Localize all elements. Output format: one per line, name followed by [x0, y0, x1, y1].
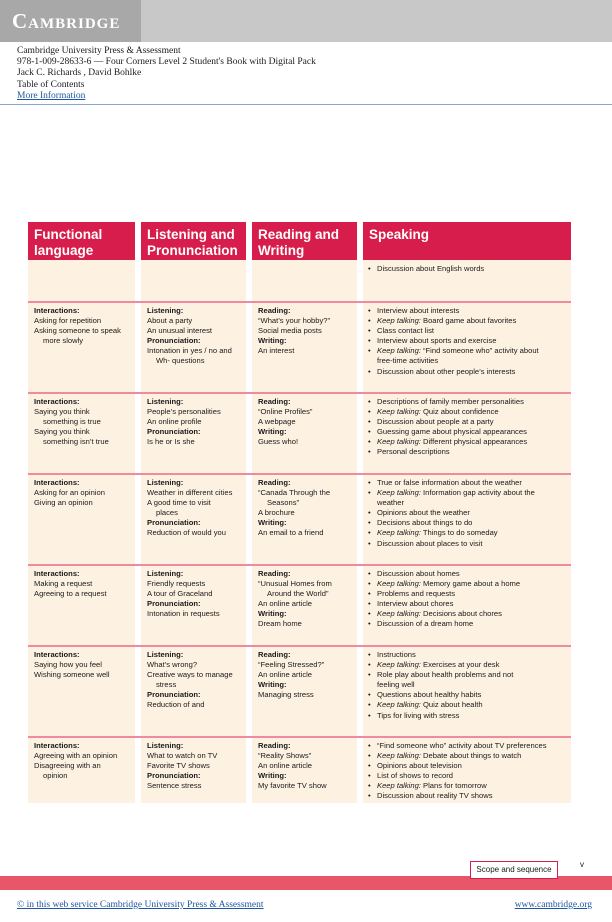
cell-line: Asking for repetition	[34, 316, 102, 326]
cell-line: An email to a friend	[258, 528, 324, 538]
cell-heading: Reading:	[258, 569, 291, 578]
row-divider	[28, 301, 571, 303]
functional-cell	[34, 650, 110, 680]
cell-line: “Feeling Stressed?”	[258, 660, 325, 670]
speaking-bullet-item: • Opinions about television	[368, 761, 547, 771]
cell-line: Asking someone to speak	[34, 326, 121, 336]
speaking-line-continuation: feeling well	[377, 680, 415, 690]
cell-line: An unusual interest	[147, 326, 213, 336]
speaking-cell	[368, 397, 527, 458]
book-meta	[17, 46, 316, 102]
scope-sequence-tag: Scope and sequence	[470, 861, 558, 879]
cell-line: What’s wrong?	[147, 660, 198, 670]
speaking-bullet-item: • Problems and requests	[368, 589, 520, 599]
cell-line: more slowly	[43, 336, 84, 346]
speaking-bullet-item: • Decisions about things to do	[368, 518, 535, 528]
cell-heading: Reading:	[258, 478, 291, 487]
listening-cell	[147, 741, 217, 791]
listening-cell	[147, 306, 232, 367]
reading-cell	[258, 306, 330, 356]
speaking-bullet-item: • Keep talking: Plans for tomorrow	[368, 781, 547, 791]
cell-line: A webpage	[258, 417, 296, 427]
row-divider	[28, 645, 571, 647]
cell-line: Giving an opinion	[34, 498, 93, 508]
cell-heading: Reading:	[258, 741, 291, 750]
functional-cell	[34, 741, 117, 781]
cell-heading: Writing:	[258, 518, 287, 528]
header-listening-pronunciation: Listening and Pronunciation	[141, 222, 246, 260]
cell-heading: Pronunciation:	[147, 771, 201, 781]
speaking-bullet-item: • Keep talking: Debate about things to watch	[368, 751, 547, 761]
header-functional-language: Functional language	[28, 222, 135, 260]
logo-box	[0, 0, 141, 42]
functional-cell	[34, 306, 121, 346]
cell-line: places	[156, 508, 178, 518]
cell-line: opinion	[43, 771, 68, 781]
speaking-bullet-item: • Keep talking: Information gap activity about the	[368, 488, 535, 498]
cell-heading: Pronunciation:	[147, 599, 201, 609]
reading-cell	[258, 397, 312, 447]
speaking-bullet-item: • Discussion about other people’s interests	[368, 367, 539, 377]
page-number: v	[580, 860, 584, 869]
more-information-link[interactable]: More Information	[17, 90, 86, 101]
speaking-bullet-item: • Questions about healthy habits	[368, 690, 513, 700]
speaking-bullet-item: • Instructions	[368, 650, 513, 660]
speaking-cell	[368, 741, 547, 802]
speaking-bullet-item: • Discussion about places to visit	[368, 539, 535, 549]
cell-line: People’s personalities	[147, 407, 221, 417]
speaking-bullet-item: • Keep talking: Things to do someday	[368, 528, 535, 538]
speaking-line-continuation: free-time activities	[377, 356, 439, 366]
speaking-bullet-item: • Tips for living with stress	[368, 711, 513, 721]
cell-line: Saying you think	[34, 407, 90, 417]
row-divider	[28, 736, 571, 738]
cell-line: Intonation in requests	[147, 609, 220, 619]
cell-heading: Writing:	[258, 680, 287, 690]
cell-line: “Unusual Homes from	[258, 579, 332, 589]
cell-line: An online article	[258, 761, 313, 771]
speaking-cell	[368, 569, 520, 630]
speaking-bullet-item: • Keep talking: “Find someone who” activity about	[368, 346, 539, 356]
speaking-cell	[368, 650, 513, 721]
header-reading-writing: Reading and Writing	[252, 222, 357, 260]
cell-heading: Listening:	[147, 569, 184, 578]
cell-heading: Listening:	[147, 306, 184, 315]
cell-heading: Pronunciation:	[147, 690, 201, 700]
reading-cell	[258, 650, 324, 700]
speaking-bullet-item: • List of shows to record	[368, 771, 547, 781]
cell-line: “Reality Shows”	[258, 751, 312, 761]
speaking-bullet-item: • Keep talking: Memory game about a home	[368, 579, 520, 589]
speaking-bullet-item: • Discussion of a dream home	[368, 619, 520, 629]
cell-heading: Interactions:	[34, 478, 80, 487]
cell-line: Around the World”	[267, 589, 329, 599]
listening-cell	[147, 478, 232, 539]
cell-line: Disagreeing with an	[34, 761, 101, 771]
cell-line: Guess who!	[258, 437, 299, 447]
row-divider	[28, 564, 571, 566]
cell-heading: Interactions:	[34, 569, 80, 578]
speaking-bullet-item: • Interview about interests	[368, 306, 539, 316]
publisher-banner	[0, 0, 612, 42]
cell-line: A brochure	[258, 508, 295, 518]
cell-line: About a party	[147, 316, 193, 326]
speaking-bullet-item: • Guessing game about physical appearances	[368, 427, 527, 437]
cell-line: Agreeing to a request	[34, 589, 107, 599]
cell-line: Making a request	[34, 579, 93, 589]
speaking-bullet-item: • True or false information about the weather	[368, 478, 535, 488]
listening-cell	[147, 397, 221, 447]
speaking-cell	[368, 306, 539, 377]
cell-heading: Reading:	[258, 397, 291, 406]
cell-heading: Pronunciation:	[147, 336, 201, 346]
speaking-line-continuation: weather	[377, 498, 405, 508]
cell-line: “What’s your hobby?”	[258, 316, 331, 326]
functional-cell	[34, 397, 109, 447]
cell-heading: Writing:	[258, 336, 287, 346]
cell-heading: Writing:	[258, 771, 287, 781]
cell-heading: Reading:	[258, 306, 291, 315]
reading-cell	[258, 478, 330, 539]
cell-line: An online article	[258, 599, 313, 609]
cell-line: “Canada Through the	[258, 488, 331, 498]
reading-cell	[258, 569, 332, 630]
website-link[interactable]: www.cambridge.org	[514, 900, 592, 910]
cell-line: Weather in different cities	[147, 488, 233, 498]
cell-heading: Pronunciation:	[147, 427, 201, 437]
speaking-bullet-item: • Keep talking: Quiz about health	[368, 700, 513, 710]
cell-line: something is true	[43, 417, 101, 427]
listening-cell	[147, 650, 233, 711]
speaking-bullet-item: • Discussion about homes	[368, 569, 520, 579]
cell-line: Seasons”	[267, 498, 300, 508]
speaking-bullet-item: • Role play about health problems and not	[368, 670, 513, 680]
cell-line: What to watch on TV	[147, 751, 218, 761]
cell-heading: Writing:	[258, 427, 287, 437]
speaking-bullet-item: • Keep talking: Exercises at your desk	[368, 660, 513, 670]
cell-line: Dream home	[258, 619, 302, 629]
cell-line: Wh- questions	[156, 356, 205, 366]
cell-heading: Reading:	[258, 650, 291, 659]
speaking-bullet-item: • Interview about chores	[368, 599, 520, 609]
section-line: Table of Contents	[17, 79, 85, 90]
cell-heading: Interactions:	[34, 650, 80, 659]
cell-line: “Online Profiles”	[258, 407, 313, 417]
cell-heading: Writing:	[258, 609, 287, 619]
cell-line: Is he or Is she	[147, 437, 195, 447]
meta-divider	[0, 104, 612, 105]
cell-line: Saying you think	[34, 427, 90, 437]
reading-cell	[258, 741, 327, 791]
cambridge-logo: Cambridge	[12, 9, 121, 33]
speaking-bullet-item: • Discussion about English words	[368, 264, 484, 274]
speaking-bullet-item: • Discussion about people at a party	[368, 417, 527, 427]
cell-heading: Pronunciation:	[147, 518, 201, 528]
cell-heading: Interactions:	[34, 741, 80, 750]
cell-line: A tour of Graceland	[147, 589, 213, 599]
listening-cell	[147, 569, 220, 619]
cell-line: A good time to visit	[147, 498, 211, 508]
header-speaking: Speaking	[363, 222, 571, 260]
cell-line: Intonation in yes / no and	[147, 346, 232, 356]
row-divider	[28, 473, 571, 475]
speaking-cell	[368, 264, 484, 274]
cell-line: Managing stress	[258, 690, 314, 700]
speaking-cell	[368, 478, 535, 549]
speaking-bullet-item: • Discussion about reality TV shows	[368, 791, 547, 801]
speaking-bullet-item: • Keep talking: Quiz about confidence	[368, 407, 527, 417]
speaking-bullet-item: • Opinions about the weather	[368, 508, 535, 518]
cell-heading: Listening:	[147, 650, 184, 659]
cell-line: Friendly requests	[147, 579, 206, 589]
cell-line: An interest	[258, 346, 295, 356]
speaking-bullet-item: • Keep talking: Board game about favorites	[368, 316, 539, 326]
cell-line: Agreeing with an opinion	[34, 751, 118, 761]
cell-heading: Listening:	[147, 741, 184, 750]
cell-heading: Interactions:	[34, 306, 80, 315]
speaking-bullet-item: • “Find someone who” activity about TV preferences	[368, 741, 547, 751]
cell-heading: Listening:	[147, 478, 184, 487]
cell-line: Wishing someone well	[34, 670, 110, 680]
publisher-line: Cambridge University Press & Assessment	[17, 46, 181, 56]
copyright-link[interactable]: © in this web service Cambridge University Press & Assessment	[17, 900, 264, 910]
cell-line: Saying how you feel	[34, 660, 102, 670]
cell-line: An online article	[258, 670, 313, 680]
cell-line: Reduction of would you	[147, 528, 226, 538]
authors-line: Jack C. Richards , David Bohlke	[17, 68, 142, 79]
cell-line: Sentence stress	[147, 781, 202, 791]
cell-line: Asking for an opinion	[34, 488, 105, 498]
cell-heading: Interactions:	[34, 397, 80, 406]
speaking-bullet-item: • Personal descriptions	[368, 447, 527, 457]
cell-line: something isn’t true	[43, 437, 109, 447]
functional-cell	[34, 478, 105, 508]
speaking-bullet-item: • Class contact list	[368, 326, 539, 336]
cell-line: Social media posts	[258, 326, 322, 336]
isbn-title-line: 978-1-009-28633-6 — Four Corners Level 2 Student's Book with Digital Pack	[17, 57, 316, 68]
cell-line: My favorite TV show	[258, 781, 327, 791]
cell-line: An online profile	[147, 417, 202, 427]
speaking-bullet-item: • Keep talking: Different physical appearances	[368, 437, 527, 447]
speaking-bullet-item: • Keep talking: Decisions about chores	[368, 609, 520, 619]
speaking-bullet-item: • Interview about sports and exercise	[368, 336, 539, 346]
cell-line: stress	[156, 680, 177, 690]
speaking-bullet-item: • Descriptions of family member personalities	[368, 397, 527, 407]
cell-line: Creative ways to manage	[147, 670, 233, 680]
functional-cell	[34, 569, 107, 599]
cell-line: Reduction of and	[147, 700, 205, 710]
cell-line: Favorite TV shows	[147, 761, 210, 771]
row-divider	[28, 392, 571, 394]
cell-heading: Listening:	[147, 397, 184, 406]
